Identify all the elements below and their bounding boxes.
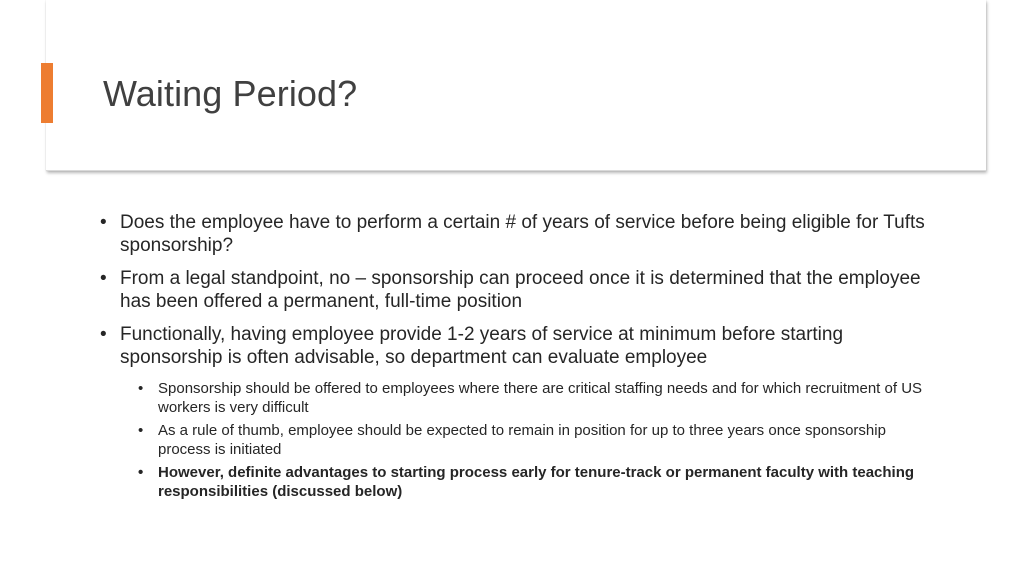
bullet-icon: • — [100, 268, 107, 289]
sub-bullet-icon: • — [138, 464, 144, 481]
slide-title: Waiting Period? — [103, 73, 358, 114]
bullet-icon: • — [100, 324, 107, 345]
bullet-item-functionally — [100, 323, 940, 369]
sub-bullet-icon: • — [138, 422, 144, 439]
slide-body — [100, 211, 940, 505]
bullet-item-years-of-service — [100, 211, 940, 257]
sub-bullet-list — [100, 379, 940, 501]
sub-bullet-text: However, definite advantages to starting process early for tenure-track or permanent faculty with teaching responsibilities (discussed below) — [158, 464, 915, 500]
bullet-text: Does the employee have to perform a certain # of years of service before being eligible for Tufts sponsorship? — [120, 212, 925, 256]
bullet-text: Functionally, having employee provide 1-2 years of service at minimum before starting sponsorship is often advisable, so department can evaluate employee — [120, 324, 844, 368]
sub-bullet-text: As a rule of thumb, employee should be expected to remain in position for up to three years once sponsorship process is initiated — [158, 422, 886, 458]
bullet-list — [100, 211, 940, 369]
title-accent-bar — [41, 63, 53, 123]
bullet-item-legal-standpoint — [100, 267, 940, 313]
bullet-icon: • — [100, 212, 107, 233]
sub-bullet-text: Sponsorship should be offered to employees where there are critical staffing needs and for which recruitment of US workers is very difficult — [158, 380, 923, 416]
sub-bullet-item-rule-of-thumb — [138, 421, 940, 459]
sub-bullet-item-critical-staffing — [138, 379, 940, 417]
sub-bullet-item-faculty-advantages — [138, 463, 940, 501]
bullet-text: From a legal standpoint, no – sponsorship can proceed once it is determined that the employee has been offered a permanent, full-time position — [120, 268, 921, 312]
sub-bullet-icon: • — [138, 380, 144, 397]
